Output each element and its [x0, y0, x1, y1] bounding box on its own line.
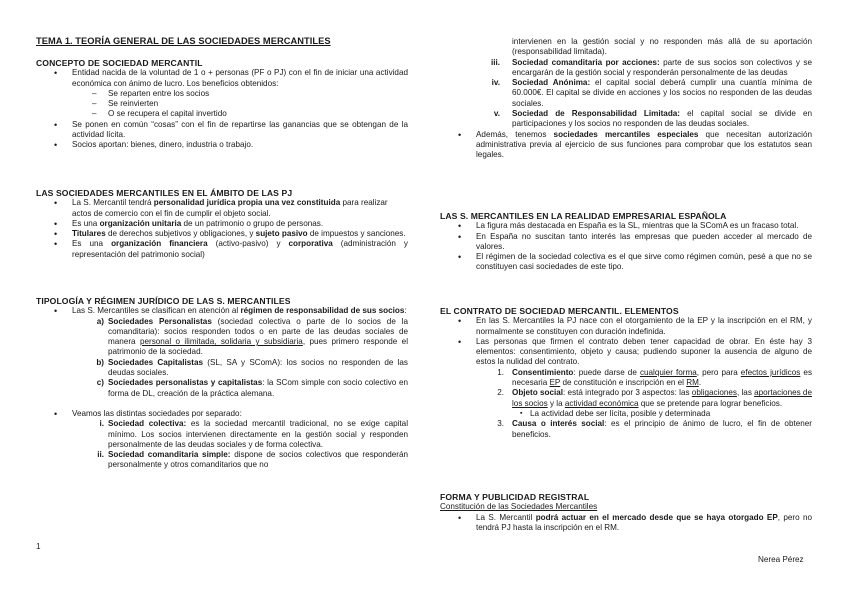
section-subheading: Constitución de las Sociedades Mercantiles: [440, 502, 598, 512]
item-label: iv.: [491, 78, 500, 88]
text-underline: cualquier forma: [639, 367, 697, 377]
text: , las: [736, 388, 755, 398]
page-number: 1: [36, 542, 41, 551]
text: , pero para: [696, 367, 741, 377]
section-contrato: [440, 306, 812, 440]
text: Es una: [72, 218, 100, 228]
text-bold: Consentimiento: [512, 367, 574, 377]
text-underline: EP: [549, 378, 561, 388]
section-heading: CONCEPTO DE SOCIEDAD MERCANTIL: [36, 58, 203, 68]
text-bold: organización financiera: [111, 239, 208, 249]
text: : puede darse de: [573, 367, 640, 377]
text: de derechos subjetivos y obligaciones, y: [105, 229, 256, 239]
item-label: c): [96, 378, 104, 388]
text-underline: personal o ilimitada, solidaria y subsidiaria: [139, 337, 303, 347]
text-bold: Causa o interés social: [512, 419, 605, 429]
text-bold: régimen de responsabilidad de sus socios: [240, 306, 405, 316]
text-underline: aportaciones de los socios: [512, 388, 812, 408]
text: el capital social deberá cumplir una cuantía mínima de 60.000€. El capital se divide en acciones y los socios no responden de las deudas sociales.: [512, 78, 813, 108]
text-bold: Sociedad comanditaria por acciones:: [512, 57, 660, 67]
text: Además, tenemos: [476, 129, 554, 139]
list-item: [36, 239, 408, 260]
text-underline: obligaciones: [691, 388, 737, 398]
item-label: iii.: [490, 57, 500, 67]
item-label: v.: [493, 109, 500, 119]
list-item: [440, 78, 812, 109]
text: :: [404, 306, 407, 316]
text-bold: Sociedades personalistas y capitalistas: [108, 378, 263, 388]
list-item: • Socios aportan: bienes, dinero, industria o trabajo.: [36, 140, 408, 150]
text: : está integrado por 3 aspectos: las: [563, 388, 692, 398]
text: que necesitan autorización administrativa previa al ejercicio de sus funciones para comprobar que los estatutos sean legales.: [476, 129, 813, 160]
text: para realizar actos de comercio con el fin de cumplir el objeto social.: [72, 198, 388, 218]
section-tipologia: [36, 296, 408, 471]
text: que se pretende para lograr beneficios.: [638, 398, 783, 408]
text: : la SCom simple con socio colectivo en forma de DL, creación de la práctica alemana.: [108, 378, 408, 398]
text: de un patrimonio o grupo de personas.: [181, 218, 324, 228]
item-label: 2.: [497, 388, 504, 398]
list-item: • Las personas que firmen el contrato deben tener capacidad de obrar. En éste hay 3 elementos: consentimiento, objeto y causa; pudiendo suponer la ausencia de alguno de estos la nulidad del contrato.: [440, 337, 812, 368]
text-bold: Sociedad comanditaria simple:: [108, 450, 231, 460]
item-label: a): [96, 316, 104, 326]
item-label: i.: [99, 419, 104, 429]
list-item: ▪ La actividad debe ser lícita, posible y determinada: [440, 409, 812, 419]
list-item: • Veamos las distintas sociedades por separado:: [36, 409, 408, 419]
item-label: 3.: [497, 419, 504, 429]
text: , pues primero responde el patrimonio de la sociedad.: [108, 337, 408, 357]
text: parte de sus socios son colectivos y se encargarán de la gestión social y responderán personalmente de las deudas: [512, 57, 812, 77]
list-item: [440, 513, 812, 534]
text: .: [698, 378, 702, 388]
item-label: b): [96, 357, 104, 367]
text-bold: Objeto social: [512, 388, 564, 398]
section-forma: [440, 492, 812, 533]
list-item: [440, 58, 812, 79]
text-bold: sujeto pasivo: [255, 229, 308, 239]
item-label: 1.: [497, 367, 504, 377]
text-bold: organización unitaria: [99, 218, 182, 228]
text: dispone de socios colectivos que responderán personalmente y otros comanditarios que no: [108, 450, 408, 470]
section-heading: TIPOLOGÍA Y RÉGIMEN JURÍDICO DE LAS S. MERCANTILES: [36, 296, 291, 306]
list-item: [36, 317, 408, 358]
list-item: [36, 450, 408, 471]
document-title: TEMA 1. TEORÍA GENERAL DE LAS SOCIEDADES MERCANTILES: [36, 36, 331, 46]
list-item: [36, 358, 408, 379]
text: (administración y representación del patrimonio social): [72, 239, 408, 259]
text-bold: podrá actuar en el mercado desde que se haya otorgado EP: [535, 512, 778, 522]
text: , pero no tendrá PJ hasta la inscripción en el RM.: [476, 512, 812, 532]
list-item: – Se reparten entre los socios: [36, 89, 408, 99]
list-item: [36, 198, 408, 219]
text-bold: Sociedad Anónima:: [512, 78, 591, 88]
list-item: [36, 306, 408, 316]
text-bold: sociedades mercantiles especiales: [553, 129, 699, 139]
list-item: [36, 419, 408, 450]
section-heading: EL CONTRATO DE SOCIEDAD MERCANTIL. ELEMENTOS: [440, 306, 679, 316]
text: (SL, SA y SComA): los socios no responden de las deudas sociales.: [108, 357, 408, 378]
text-underline: RM: [686, 378, 699, 388]
list-item: • El régimen de la sociedad colectiva es el que sirve como régimen común, pesé a que no se constituyen casi sociedades de este tipo.: [440, 252, 812, 273]
section-heading: LAS S. MERCANTILES EN LA REALIDAD EMPRESARIAL ESPAÑOLA: [440, 211, 727, 221]
section-heading: FORMA Y PUBLICIDAD REGISTRAL: [440, 492, 590, 502]
list-item: [440, 109, 812, 130]
section-realidad: [440, 211, 812, 273]
section-heading: LAS SOCIEDADES MERCANTILES EN EL ÁMBITO DE LAS PJ: [36, 188, 293, 198]
text: : es el principio de ánimo de lucro, el fin de obtener beneficios.: [512, 419, 812, 439]
text: Es una: [72, 239, 112, 249]
text-underline: efectos jurídicos: [740, 367, 801, 377]
text: de impuestos y sanciones.: [307, 229, 406, 239]
text-bold: Sociedades Capitalistas: [108, 357, 204, 367]
text-bold: corporativa: [288, 239, 333, 249]
text: Las S. Mercantiles se clasifican en atención al: [72, 306, 241, 316]
list-item: [440, 130, 812, 161]
text: La S. Mercantil: [476, 512, 536, 522]
text-bold: Sociedad colectiva:: [108, 419, 187, 429]
text-bold: personalidad jurídica propia una vez constituida: [153, 198, 341, 208]
list-item: [440, 368, 812, 389]
list-item: [36, 229, 408, 239]
text: es la sociedad mercantil tradicional, no se exige capital mínimo. Los socios intervienen directamente en la gestión social y responden personalmente de las deudas sociales y de forma colectiva.: [108, 419, 408, 449]
list-item: • Se ponen en común “cosas” con el fin de repartirse las ganancias que se obtengan de la actividad lícita.: [36, 120, 408, 141]
section-ambito: [36, 188, 408, 260]
list-item: • La figura más destacada en España es la SL, mientras que la SComA es un fracaso total.: [440, 221, 812, 231]
text: La S. Mercantil tendrá: [72, 198, 154, 208]
item-label: ii.: [97, 450, 104, 460]
text: (activo-pasivo) y: [207, 239, 289, 249]
text-underline: actividad económica: [564, 398, 639, 408]
list-item: [440, 419, 812, 440]
list-item: • En España no suscitan tanto interés las empresas que pueden acceder al mercado de valores.: [440, 232, 812, 253]
list-item: [440, 388, 812, 409]
list-item: [36, 219, 408, 229]
text: el capital social se divide en participaciones y los socios no responden de las deudas sociales.: [512, 109, 812, 129]
list-item: • En las S. Mercantiles la PJ nace con el otorgamiento de la EP y la inscripción en el RM, y normalmente se constituyen con duración indefinida.: [440, 316, 812, 337]
section-continuation: [440, 37, 812, 161]
paragraph: intervienen en la gestión social y no responden más allá de su aportación (responsabilidad limitada).: [512, 37, 812, 57]
text: es necesaria: [512, 367, 813, 388]
text: y la: [547, 398, 565, 408]
text-bold: Sociedades Personalistas: [108, 316, 212, 326]
text-bold: Sociedad de Responsabilidad Limitada:: [512, 109, 681, 119]
text: de constitución e inscripción en el: [560, 378, 687, 388]
text: (sociedad colectiva o parte de lo socios de la comanditaria): socios responden todos o en parte de las deudas sociales de manera: [108, 316, 408, 347]
text-bold: Titulares: [72, 229, 106, 239]
section-concepto: [36, 58, 408, 151]
footer-author: Nerea Pérez: [758, 555, 804, 564]
list-item: • Entidad nacida de la voluntad de 1 o + personas (PF o PJ) con el fin de iniciar una actividad económica con ánimo de lucro. Los beneficios obtenidos:: [36, 68, 408, 89]
list-item: – O se recupera el capital invertido: [36, 109, 408, 119]
list-item: – Se reinvierten: [36, 99, 408, 109]
list-item: [36, 378, 408, 399]
